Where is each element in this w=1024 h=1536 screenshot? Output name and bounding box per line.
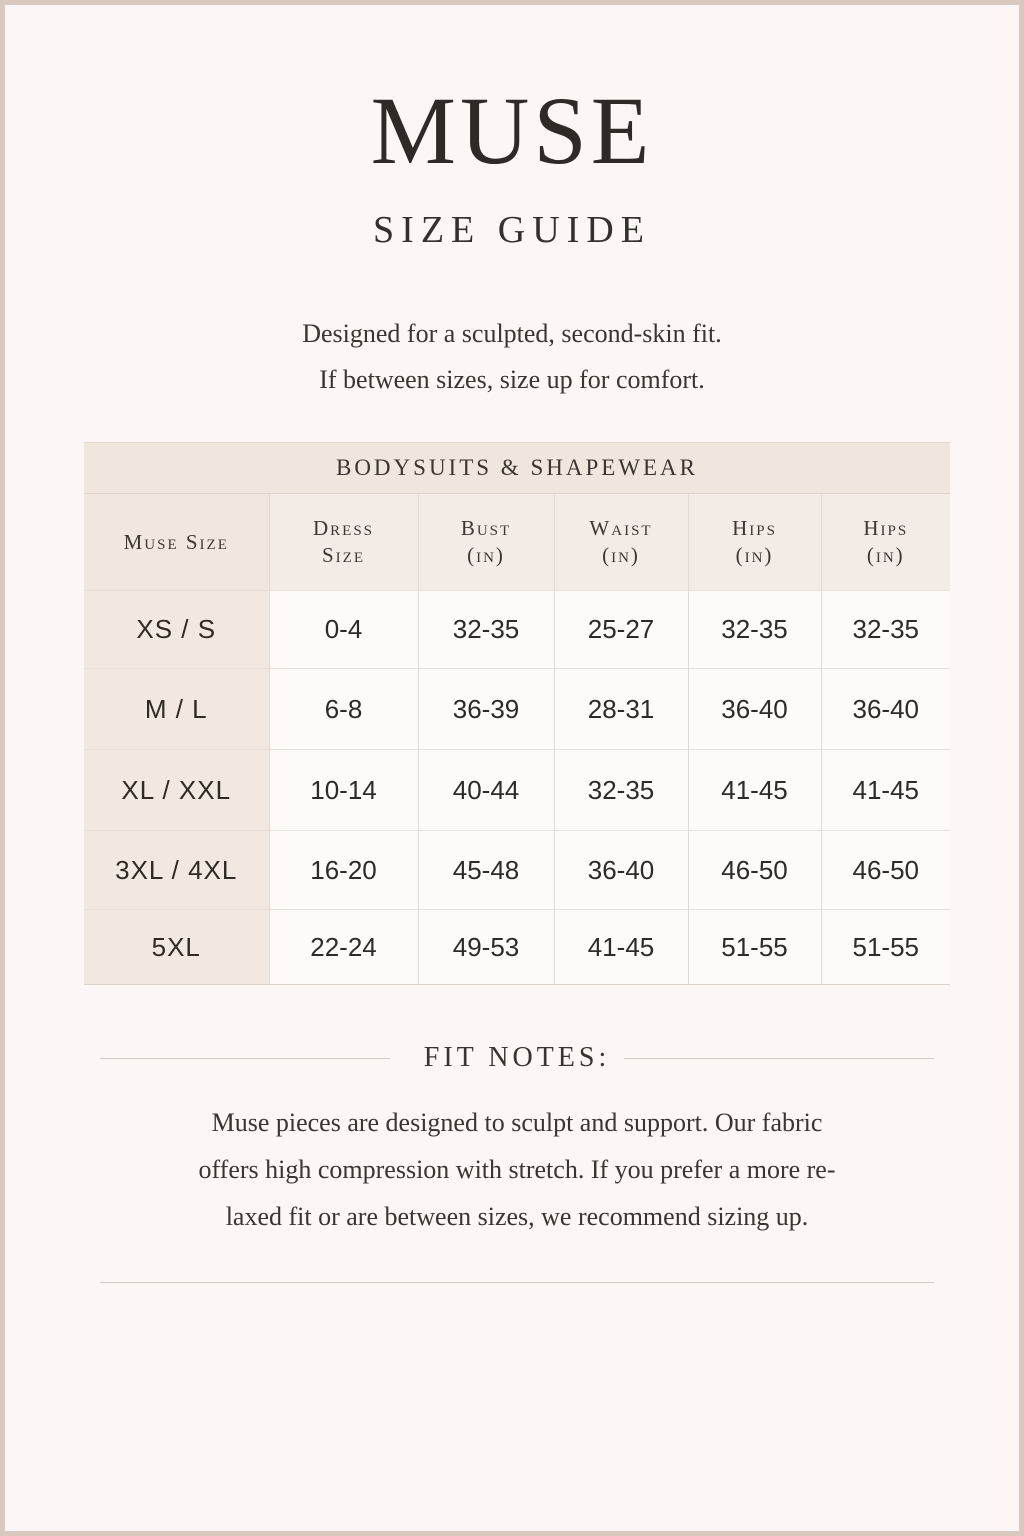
table-cell: 46-50 <box>688 831 821 910</box>
table-cell: 36-40 <box>554 831 688 910</box>
table-cell: 6-8 <box>269 669 418 750</box>
header-waist <box>554 494 688 591</box>
fit-notes-label: FIT NOTES: <box>423 1042 611 1073</box>
intro-text <box>5 311 1019 403</box>
muse-size-cell: XS / S <box>84 591 269 669</box>
table-row <box>84 591 950 669</box>
muse-size-cell: XL / XXL <box>84 750 269 831</box>
table-cell: 0-4 <box>269 591 418 669</box>
header-hips-2 <box>821 494 950 591</box>
muse-size-cell: 5XL <box>84 910 269 985</box>
brand-logo-text: MUSE <box>370 77 654 184</box>
table-row <box>84 750 950 831</box>
table-cell: 36-40 <box>688 669 821 750</box>
header-hips <box>688 494 821 591</box>
table-cell: 51-55 <box>688 910 821 985</box>
fit-notes-line: offers high compression with stretch. If you prefer a more re- <box>198 1155 836 1184</box>
table-cell: 25-27 <box>554 591 688 669</box>
table-cell: 41-45 <box>554 910 688 985</box>
header-dress-size <box>269 494 418 591</box>
table-cell: 36-39 <box>418 669 554 750</box>
header-label: Hips <box>863 516 909 540</box>
table-cell: 40-44 <box>418 750 554 831</box>
table-cell: 32-35 <box>554 750 688 831</box>
header-unit: (in) <box>735 543 774 567</box>
table-title: BODYSUITS & SHAPEWEAR <box>84 442 950 494</box>
table-cell: 28-31 <box>554 669 688 750</box>
fit-notes-line: laxed fit or are between sizes, we recommend sizing up. <box>225 1202 809 1231</box>
table-cell: 49-53 <box>418 910 554 985</box>
muse-size-cell: 3XL / 4XL <box>84 831 269 910</box>
fit-notes-line: Muse pieces are designed to sculpt and support. Our fabric <box>211 1108 823 1137</box>
size-table <box>84 442 950 985</box>
intro-line: Designed for a sculpted, second-skin fit. <box>302 319 722 348</box>
table-row <box>84 669 950 750</box>
header-label: Hips <box>732 516 777 540</box>
table-row <box>84 831 950 910</box>
table-cell: 10-14 <box>269 750 418 831</box>
table-cell: 32-35 <box>821 591 950 669</box>
table-cell: 45-48 <box>418 831 554 910</box>
header-row <box>84 494 950 591</box>
intro-line: If between sizes, size up for comfort. <box>319 365 705 394</box>
header-unit: (in) <box>602 543 640 567</box>
header-unit: Size <box>322 543 365 567</box>
header-label: Waist <box>589 516 653 540</box>
header-label: Dress <box>312 516 375 540</box>
page-subtitle: SIZE GUIDE <box>373 209 651 251</box>
table-cell: 16-20 <box>269 831 418 910</box>
table-cell: 51-55 <box>821 910 950 985</box>
header-bust <box>418 494 554 591</box>
table-cell: 46-50 <box>821 831 950 910</box>
fit-notes-heading <box>100 1040 934 1076</box>
table-row <box>84 910 950 985</box>
table-cell: 32-35 <box>688 591 821 669</box>
bottom-divider <box>100 1282 934 1283</box>
fit-notes-text <box>105 1099 929 1240</box>
header-muse-size <box>84 494 269 591</box>
table-cell: 41-45 <box>821 750 950 831</box>
table-cell: 36-40 <box>821 669 950 750</box>
table-cell: 32-35 <box>418 591 554 669</box>
table-cell: 41-45 <box>688 750 821 831</box>
header-label: Muse Size <box>123 529 229 554</box>
table-cell: 22-24 <box>269 910 418 985</box>
header-unit: (in) <box>467 543 505 567</box>
muse-size-cell: M / L <box>84 669 269 750</box>
size-chart <box>84 494 950 985</box>
header-label: Bust <box>460 516 512 540</box>
header-unit: (in) <box>866 543 905 567</box>
